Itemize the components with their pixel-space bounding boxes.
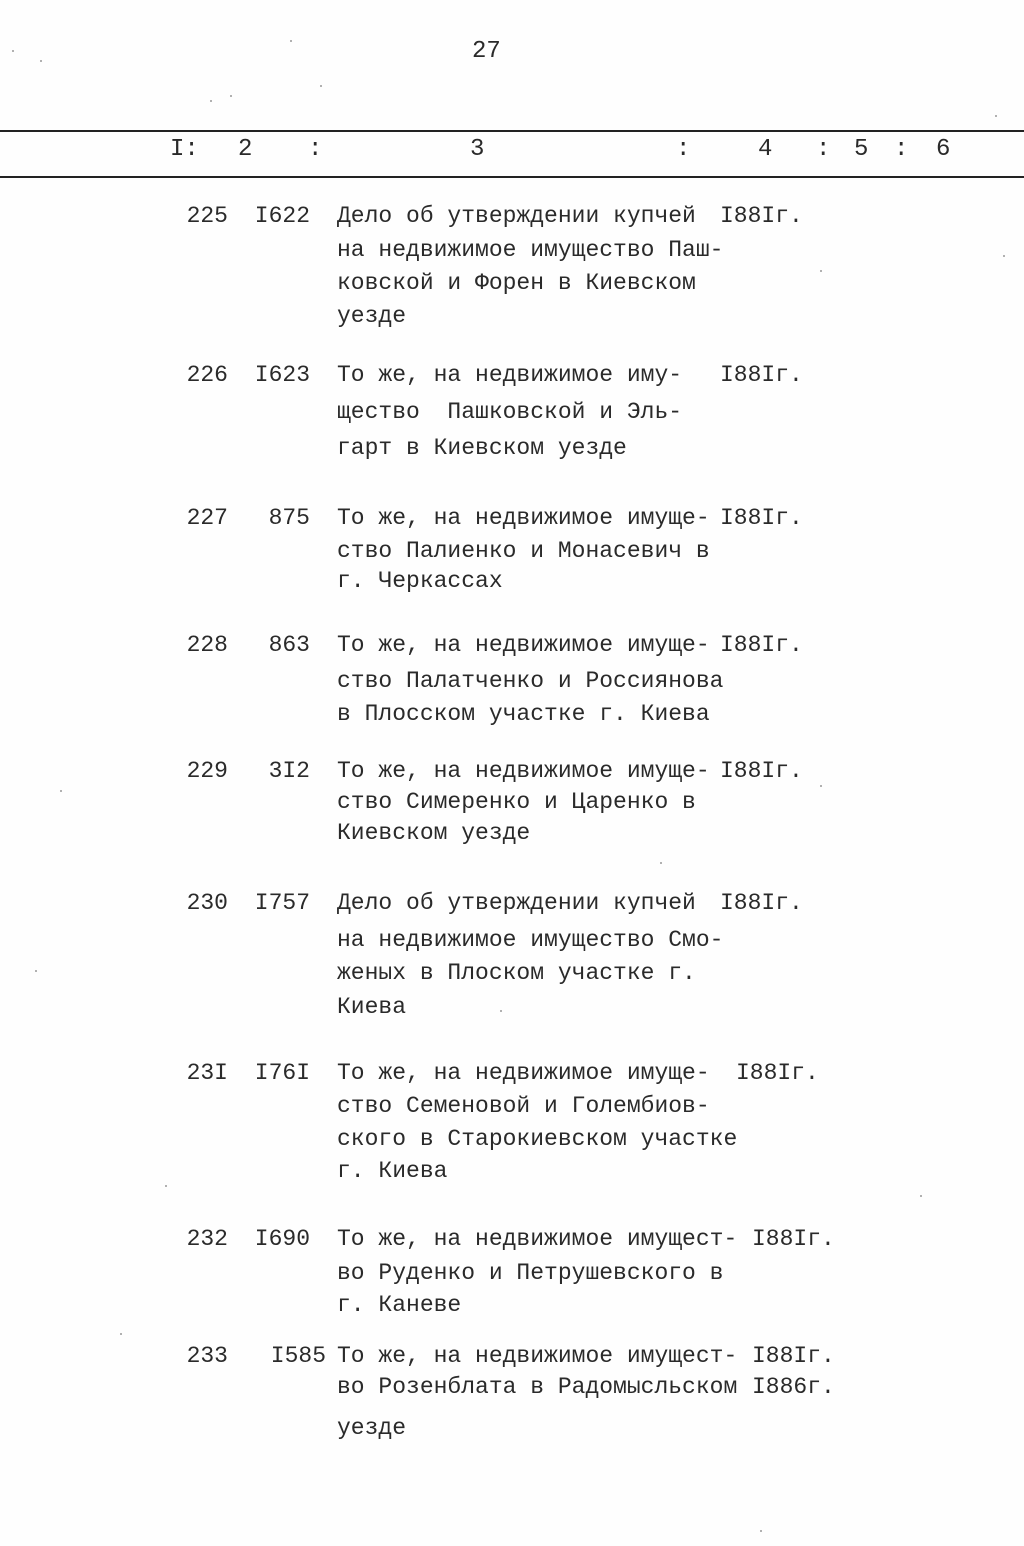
description-line: ство Палиенко и Монасевич в xyxy=(337,538,710,564)
year: I88Iг. xyxy=(720,362,803,388)
scan-speck xyxy=(35,970,37,972)
col-header-5: 5 xyxy=(854,136,869,163)
col-separator: : xyxy=(816,136,831,163)
entry-number: 232 xyxy=(186,1226,228,1252)
year: I88Iг. xyxy=(720,505,803,531)
description-line: То же, на недвижимое иму- xyxy=(337,362,683,388)
description-line: Киевском уезде xyxy=(337,820,531,846)
col-header-4: 4 xyxy=(758,136,773,163)
entry-number: 228 xyxy=(186,632,228,658)
file-number: I757 xyxy=(254,890,310,916)
col-separator: : xyxy=(894,136,909,163)
description-line: Дело об утверждении купчей xyxy=(337,890,696,916)
file-number: 3I2 xyxy=(268,758,310,784)
year: I88Iг. xyxy=(720,758,803,784)
description-line: То же, на недвижимое имуще- xyxy=(337,758,710,784)
description-line: уезде xyxy=(337,303,407,329)
entry-number: 226 xyxy=(186,362,228,388)
header-top-rule xyxy=(0,130,1024,132)
scan-speck xyxy=(40,60,42,62)
description-line: То же, на недвижимое имуще- xyxy=(337,505,710,531)
scan-speck xyxy=(760,1530,762,1532)
scan-speck xyxy=(210,100,212,102)
scan-speck xyxy=(290,40,292,42)
description-line: ство Семеновой и Голембиов- xyxy=(337,1093,710,1119)
description-line: в Плосском участке г. Киева xyxy=(337,701,710,727)
col-header-3: 3 xyxy=(470,136,485,163)
entry-number: 23I xyxy=(186,1060,228,1086)
scan-speck xyxy=(820,270,822,272)
description-line: Дело об утверждении купчей xyxy=(337,203,696,229)
description-line: То же, на недвижимое имуще- xyxy=(337,1060,710,1086)
file-number: I690 xyxy=(254,1226,310,1252)
description-line: Киева xyxy=(337,994,407,1020)
file-number: I585 xyxy=(270,1343,326,1369)
description-line: ского в Старокиевском участке xyxy=(337,1126,738,1152)
year: I88Iг. xyxy=(720,632,803,658)
scan-speck xyxy=(165,1185,167,1187)
description-line: г. Каневе xyxy=(337,1292,462,1318)
header-bottom-rule xyxy=(0,176,1024,178)
file-number: I76I xyxy=(254,1060,310,1086)
entry-number: 233 xyxy=(186,1343,228,1369)
year: I886г. xyxy=(752,1374,835,1400)
entry-number: 229 xyxy=(186,758,228,784)
description-line: на недвижимое имущество Паш- xyxy=(337,237,724,263)
col-separator: : xyxy=(308,136,323,163)
col-separator: : xyxy=(676,136,691,163)
year: I88Iг. xyxy=(720,203,803,229)
scan-speck xyxy=(660,862,662,864)
col-header-2: 2 xyxy=(238,136,253,163)
entry-number: 227 xyxy=(186,505,228,531)
scan-speck xyxy=(230,95,232,97)
file-number: I623 xyxy=(254,362,310,388)
scan-speck xyxy=(500,1010,502,1012)
scan-speck xyxy=(60,790,62,792)
entry-number: 230 xyxy=(186,890,228,916)
year: I88Iг. xyxy=(752,1343,835,1369)
file-number: 875 xyxy=(268,505,310,531)
description-line: ство Симеренко и Царенко в xyxy=(337,789,696,815)
file-number: 863 xyxy=(268,632,310,658)
description-line: щество Пашковской и Эль- xyxy=(337,399,683,425)
description-line: То же, на недвижимое имущест- xyxy=(337,1226,738,1252)
scan-speck xyxy=(920,1195,922,1197)
entry-number: 225 xyxy=(186,203,228,229)
col-header-6: 6 xyxy=(936,136,951,163)
description-line: женых в Плоском участке г. xyxy=(337,960,696,986)
scan-speck xyxy=(320,85,322,87)
scan-speck xyxy=(995,115,997,117)
description-line: уезде xyxy=(337,1415,407,1441)
description-line: г. Черкассах xyxy=(337,568,503,594)
description-line: г. Киева xyxy=(337,1158,448,1184)
scan-speck xyxy=(120,1333,122,1335)
description-line: ство Палатченко и Россиянова xyxy=(337,668,724,694)
scan-speck xyxy=(1003,255,1005,257)
scan-speck xyxy=(12,50,14,52)
description-line: во Руденко и Петрушевского в xyxy=(337,1260,724,1286)
year: I88Iг. xyxy=(752,1226,835,1252)
description-line: гарт в Киевском уезде xyxy=(337,435,627,461)
description-line: ковской и Форен в Киевском xyxy=(337,270,696,296)
description-line: во Розенблата в Радомысльском xyxy=(337,1374,738,1400)
year: I88Iг. xyxy=(720,890,803,916)
description-line: То же, на недвижимое имуще- xyxy=(337,632,710,658)
file-number: I622 xyxy=(254,203,310,229)
page-number: 27 xyxy=(472,38,501,65)
description-line: на недвижимое имущество Смо- xyxy=(337,927,724,953)
description-line: То же, на недвижимое имущест- xyxy=(337,1343,738,1369)
year: I88Iг. xyxy=(736,1060,819,1086)
scan-speck xyxy=(820,785,822,787)
col-header-1: I: xyxy=(170,136,199,163)
